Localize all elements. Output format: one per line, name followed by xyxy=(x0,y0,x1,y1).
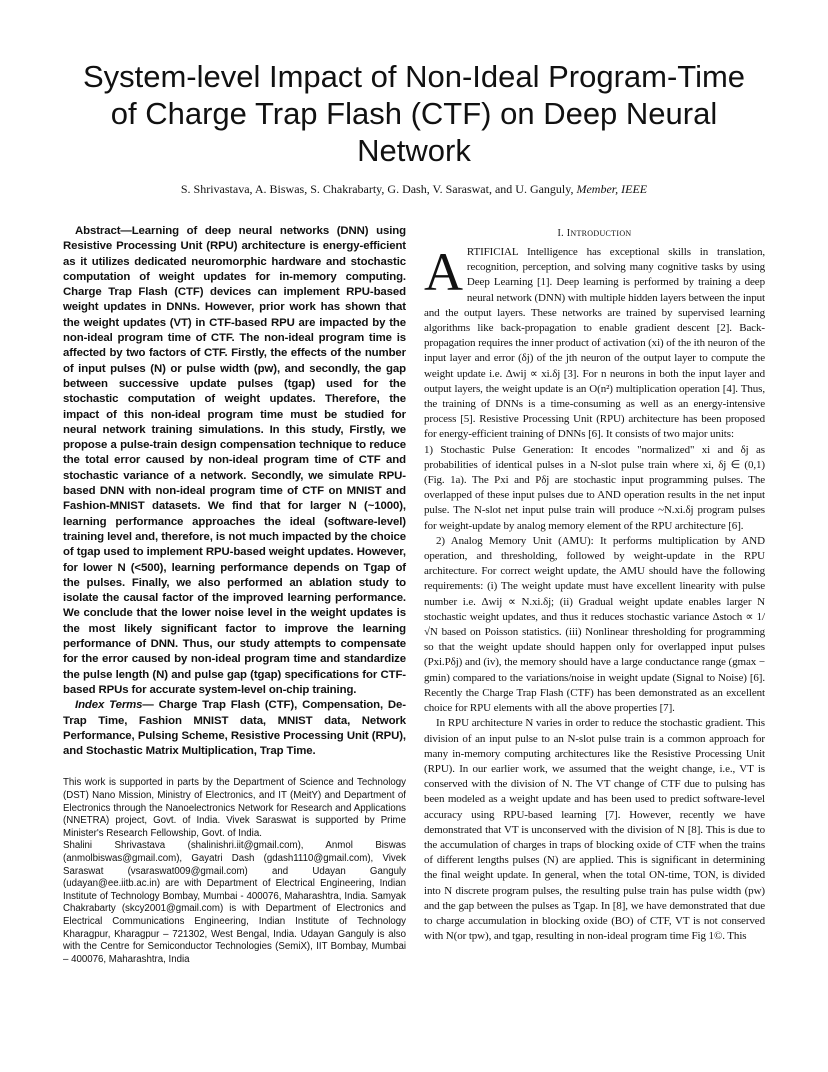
section-heading-initial: I xyxy=(566,228,571,239)
section-numeral: I. xyxy=(557,228,564,239)
author-membership: Member, IEEE xyxy=(576,182,648,196)
paper-title: System-level Impact of Non-Ideal Program-Time of Charge Trap Flash (CTF) on Deep Neural Network xyxy=(82,59,746,168)
abstract xyxy=(63,224,406,698)
index-terms-label: Index Terms xyxy=(75,699,143,712)
section-heading-introduction xyxy=(424,227,765,241)
abstract-text: Abstract—Learning of deep neural networks (DNN) using Resistive Processing Unit (RPU) architecture is energy-efficient as it utilizes dedicated neuromorphic hardware and stochastic computation of weight updates for in-memory computing. Charge Trap Flash (CTF) devices can implement RPU-based weight updates in DNNs. However, prior work has shown that the weight updates (VT) in CTF-based RPU are impacted by the non-ideal program time of CTF. The non-ideal program time is affected by two factors of CTF. Firstly, the effects of the number of input pulses (N) or pulse width (pw), and secondly, the gap between successive update pulses (tgap) used for the stochastic computation of weight updates. Therefore, the impact of this non-ideal program time must be studied for neural network training simulations. In this study, Firstly, we propose a pulse-train design compensation technique to reduce the total error caused by non-ideal program time of CTF and stochastic variance of a network. Secondly, we simulate RPU-based DNN with non-ideal program time of CTF on MNIST and Fashion-MNIST datasets. We find that for larger N (~1000), learning performance approaches the ideal (software-level) training level and, therefore, is not much impacted by the choice of tgap used to implement RPU-based weight updates. However, for lower N (<500), learning performance depends on Tgap of the pulses. Finally, we also performed an ablation study to isolate the causal factor of the improved learning performance. We conclude that the lower noise level in the weight updates is the most likely significant factor to improve the learning performance of DNN. Thus, our study attempts to compensate for the error caused by non-ideal program time and standardize the pulse length (N) and pulse gap (tgap) specifications for CTF-based RPUs for accurate system-level on-chip training. xyxy=(63,225,406,696)
index-terms xyxy=(63,698,406,759)
index-terms-text: — Charge Trap Flash (CTF), Compensation, De-Trap Time, Fashion MNIST data, MNIST data, Network Performance, Pulsing Scheme, Resistive Processing Unit (RPU), and Stochastic Matrix Multiplication, Trap Time. xyxy=(63,699,406,758)
affiliation-footnote: Shalini Shrivastava (shalinishri.iit@gmail.com), Anmol Biswas (anmolbiswas@gmail.com), Gayatri Dash (gdash1110@gmail.com), Vivek Saraswat (vsaraswat009@gmail.com) and Udayan Ganguly (udayan@ee.iitb.ac.in) are with Department of Electrical Engineering, Indian Institute of Technology Bombay, Mumbai - 400076, Maharashtra, India. Samyak Chakrabarty (skcy2001@gmail.com) is with Department of Electronics and Electrical Communications Engineering, Indian Institute of Technology Kharagpur, Kharagpur – 721302, West Bengal, India. Udayan Ganguly is also with the Centre for Semiconductor Technologies (SemiX), IIT Bombay, Mumbai – 400076, Maharashtra, India xyxy=(63,840,406,965)
section-heading-rest: NTRODUCTION xyxy=(570,229,632,238)
funding-footnote: This work is supported in parts by the Department of Science and Technology (DST) Nano Mission, Ministry of Electronics, and IT (MeitY) and Department of Electronics through the Nanoelectronics Network for Research and Applications (NNETRA) project, Govt. of India. Vivek Saraswat is supported by Prime Minister's Research Fellowship, Govt. of India. xyxy=(63,777,406,839)
author-names: S. Shrivastava, A. Biswas, S. Chakrabarty, G. Dash, V. Saraswat, and U. Ganguly, xyxy=(180,182,574,196)
intro-paragraph-1 xyxy=(424,242,765,443)
drop-cap: A xyxy=(424,242,463,302)
intro-paragraph-1-text: RTIFICIAL Intelligence has exceptional skills in translation, recognition, perception, and solving many cognitive tasks by using Deep Learning [1]. Deep learning is performed by training a deep neural network (DNN) with multiple hidden layers between the input and the output layers. These networks are trained by supervised learning algorithms like back-propagation to enable gradient descent [2]. Back-propagation requires the inner product of activation (xi) of the ith neuron of the input layer and error (δj) of the jth neuron of the output layer to compute the weight update i.e. Δwij ∝ xi.δj [3]. For n neurons in both the input layer and output layers, the weight update is an O(n²) multiplication operation [4]. Thus, the training of DNNs is a time-consuming as well as an energy-intensive process [5]. Resistive Processing Unit (RPU) architecture has been proposed for energy-efficient training of DNNs [6]. It consists of two major units: xyxy=(424,246,765,441)
left-column xyxy=(63,224,406,966)
intro-paragraph-2: 1) Stochastic Pulse Generation: It encodes "normalized" xi and δj as probabilities of identical pulses in a N-slot pulse train where xi, δj ∈ (0,1) (Fig. 1a). The Pxi and Pδj are stochastic input programming pulses. The overlapped of these input pulses due to AND operation results in the net input pulse. The N-slot net input pulse train will produce ~N.xi.δj program pulses for weight-update by analog memory element of the RPU architecture [6]. xyxy=(424,443,765,532)
intro-paragraph-4: In RPU architecture N varies in order to reduce the stochastic gradient. This division of an input pulse to an N-slot pulse train is a common approach for many in-memory computing architectures like the Resistive Processing Unit (RPU). In our earlier work, we assumed that the weight change, i.e., VT is conserved with the division of N. The VT change of CTF due to pulsing has been modeled as a weight update and has been used to predict software-level accuracy using RPU-based learning [7]. However, recently we have demonstrated that VT is unconserved with the division of N [8]. This is due to the accumulation of charges in traps of blocking oxide of CTF when the trains of different lengths pulses (N) are applied. This is significant in determining the final weight update. In general, when the total ON-time, TON, is divided into N discrete program pulses, the resulting pulse train has pulse width (pw) and the gap between the pulses as Tgap. In [8], we have demonstrated that due to charge accumulation in blocking oxide (BO) of CTF, VT is not conserved with N(or tpw), and tgap, resulting in non-ideal program time Fig 1©. This xyxy=(424,717,765,943)
right-column xyxy=(424,227,765,944)
intro-paragraph-3: 2) Analog Memory Unit (AMU): It performs multiplication by AND operation, and thresholding, followed by weight-update in the RPU architecture. For correct weight update, the AMU should have the following requirements: (i) The weight update must have excellent linearity with pulse number i.e. Δwij ∝ N.xi.δj; (ii) Gradual weight update enables larger N stochastic weight updates, and thus it reduces stochastic variance Δstoch ∝ 1/√N based on Poisson statistics. (iii) Nonlinear thresholding for programming so that the weight update should happen only for overlapped input pulses (Pxi.Pδj) and (iv), the memory should have a large conductance range (gmax − gmin) compared to the variations/noise in weight update (Signal to Noise) [6]. Recently the Charge Trap Flash (CTF) has been demonstrated as an excellent choice for RPU elements with all the above properties [7]. xyxy=(424,534,765,715)
author-line xyxy=(40,182,788,196)
